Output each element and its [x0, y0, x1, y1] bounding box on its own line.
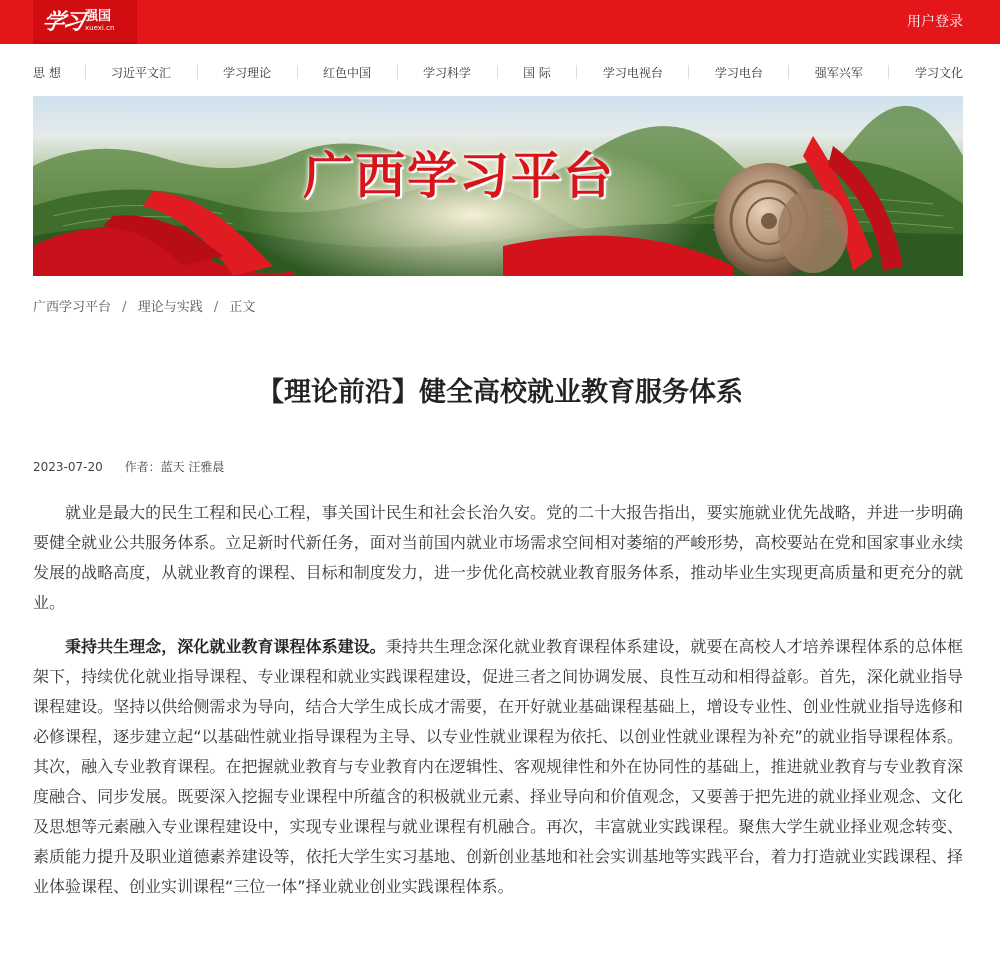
article-author: 蓝天 汪雅晨: [160, 460, 225, 474]
paragraph-text: 秉持共生理念深化就业教育课程体系建设，就要在高校人才培养课程体系的总体框架下，持续优化就业指导课程、专业课程和就业实践课程建设，促进三者之间协调发展、良性互动和相得益彰。首先，深化就业指导课程建设。坚持以供给侧需求为导向，结合大学生成长成才需要，在开好就业基础课程基础上，增设专业性、创业性就业指导选修和必修课程，逐步建立起“以基础性就业指导课程为主导、以专业性就业课程为依托、以创业性就业课程为补充”的就业指导课程体系。其次，融入专业教育课程。在把握就业教育与专业教育内在逻辑性、客观规律性和外在协同性的基础上，推进就业教育与专业教育深度融合、同步发展。既要深入挖掘专业课程中所蕴含的积极就业元素、择业导向和价值观念，又要善于把先进的就业择业观念、文化及思想等元素融入专业课程建设中，实现专业课程与就业课程有机融合。再次，丰富就业实践课程。聚焦大学生就业择业观念转变、素质能力提升及职业道德素养建设等，依托大学生实习基地、创新创业基地和社会实训基地等实践平台，着力打造就业实践课程、择业体验课程、创业实训课程“三位一体”择业就业创业实践课程体系。: [33, 637, 963, 896]
breadcrumb-section[interactable]: 理论与实践: [137, 300, 203, 315]
nav-divider: [576, 65, 577, 79]
nav-item-thought[interactable]: 思 想: [33, 65, 61, 80]
logo-domain: xuexi.cn: [85, 23, 115, 32]
breadcrumb-current: 正文: [229, 300, 256, 315]
logo-calligraphy: 学习: [40, 9, 86, 35]
nav-item-culture[interactable]: 学习文化: [914, 65, 963, 80]
nav-item-xi-works[interactable]: 习近平文汇: [111, 65, 172, 80]
main-nav: [33, 58, 963, 86]
site-logo[interactable]: [33, 0, 137, 44]
nav-item-theory[interactable]: 学习理论: [223, 65, 272, 80]
logo-name: 强国: [85, 8, 112, 24]
nav-divider: [297, 65, 298, 79]
author-label: 作者：: [124, 460, 161, 474]
breadcrumb-home[interactable]: 广西学习平台: [33, 300, 112, 315]
nav-divider: [497, 65, 498, 79]
nav-divider: [688, 65, 689, 79]
banner-title: 广西学习平台: [303, 146, 615, 205]
nav-item-international[interactable]: 国 际: [523, 65, 551, 80]
nav-divider: [788, 65, 789, 79]
article-paragraph: 就业是最大的民生工程和民心工程，事关国计民生和社会长治久安。党的二十大报告指出，要实施就业优先战略，并进一步明确要健全就业公共服务体系。立足新时代新任务，面对当前国内就业市场需求空间相对萎缩的严峻形势，高校要站在党和国家事业永续发展的战略高度，从就业教育的课程、目标和制度发力，进一步优化高校就业教育服务体系，推动毕业生实现更高质量和更充分的就业。: [33, 503, 963, 612]
nav-item-red-china[interactable]: 红色中国: [323, 65, 372, 80]
nav-divider: [397, 65, 398, 79]
nav-divider: [888, 65, 889, 79]
nav-item-military[interactable]: 强军兴军: [814, 65, 863, 80]
user-login-link[interactable]: 用户登录: [907, 14, 963, 30]
breadcrumb-separator: /: [122, 300, 127, 315]
article-meta: [33, 458, 224, 475]
nav-item-radio[interactable]: 学习电台: [714, 65, 763, 80]
article-body: [33, 498, 963, 916]
nav-divider: [197, 65, 198, 79]
article-date: 2023-07-20: [33, 460, 103, 474]
paragraph-heading: 秉持共生理念，深化就业教育课程体系建设。: [65, 637, 386, 656]
top-bar: [0, 0, 1000, 44]
breadcrumb-separator: /: [213, 300, 219, 315]
nav-item-science[interactable]: 学习科学: [423, 65, 472, 80]
platform-banner: [33, 96, 963, 276]
nav-divider: [85, 65, 86, 79]
article-title: 【理论前沿】健全高校就业教育服务体系: [257, 377, 743, 408]
nav-item-tv[interactable]: 学习电视台: [602, 65, 663, 80]
article-paragraph: [33, 632, 963, 902]
logo-text-group: [85, 10, 114, 32]
breadcrumb: [33, 296, 255, 315]
